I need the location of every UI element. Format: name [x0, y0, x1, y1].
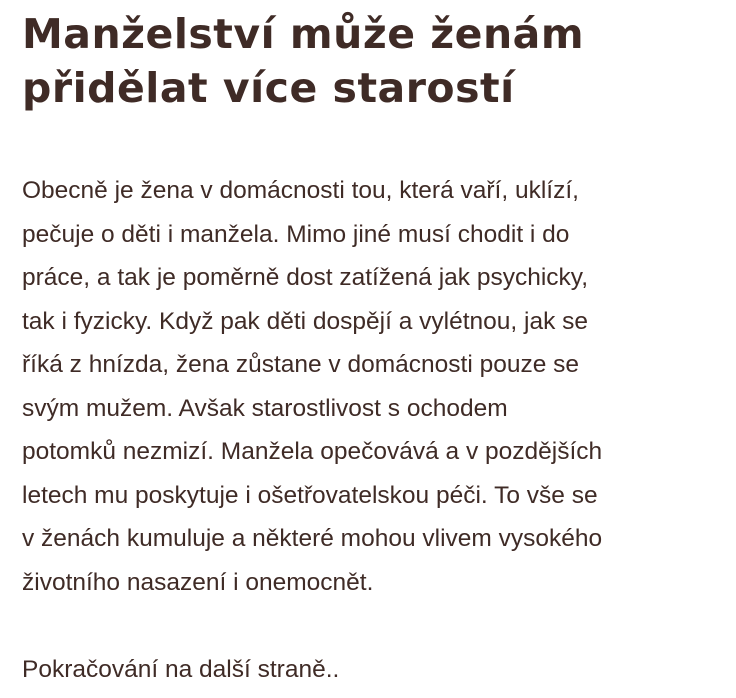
body-line: životního nasazení i onemocnět.	[22, 568, 374, 596]
body-line: svým mužem. Avšak starostlivost s ochodem	[22, 394, 508, 422]
continue-text: Pokračování na další straně..	[22, 656, 340, 683]
body-line: v ženách kumuluje a některé mohou vlivem vysokého	[22, 525, 603, 552]
body-line: říká z hnízda, žena zůstane v domácnosti pouze se	[22, 351, 580, 378]
body-line: potomků nezmizí. Manžela opečovává a v pozdějších	[22, 438, 603, 465]
body-line: tak i fyzicky. Když pak děti dospějí a vylétnou, jak se	[22, 307, 589, 335]
body-line: letech mu poskytuje i ošetřovatelskou péči. To vše se	[22, 481, 598, 509]
article-body	[22, 169, 722, 604]
article	[22, 0, 722, 683]
body-line: práce, a tak je poměrně dost zatížená jak psychicky,	[22, 264, 589, 291]
article-title	[22, 0, 722, 115]
body-line: pečuje o děti i manžela. Mimo jiné musí chodit i do	[22, 220, 570, 248]
article-title-line: přidělat více starostí	[22, 64, 515, 112]
article-title-line: Manželství může ženám	[22, 10, 585, 58]
body-line: Obecně je žena v domácnosti tou, která vaří, uklízí,	[22, 177, 579, 204]
continue-on-next-page	[22, 648, 722, 692]
